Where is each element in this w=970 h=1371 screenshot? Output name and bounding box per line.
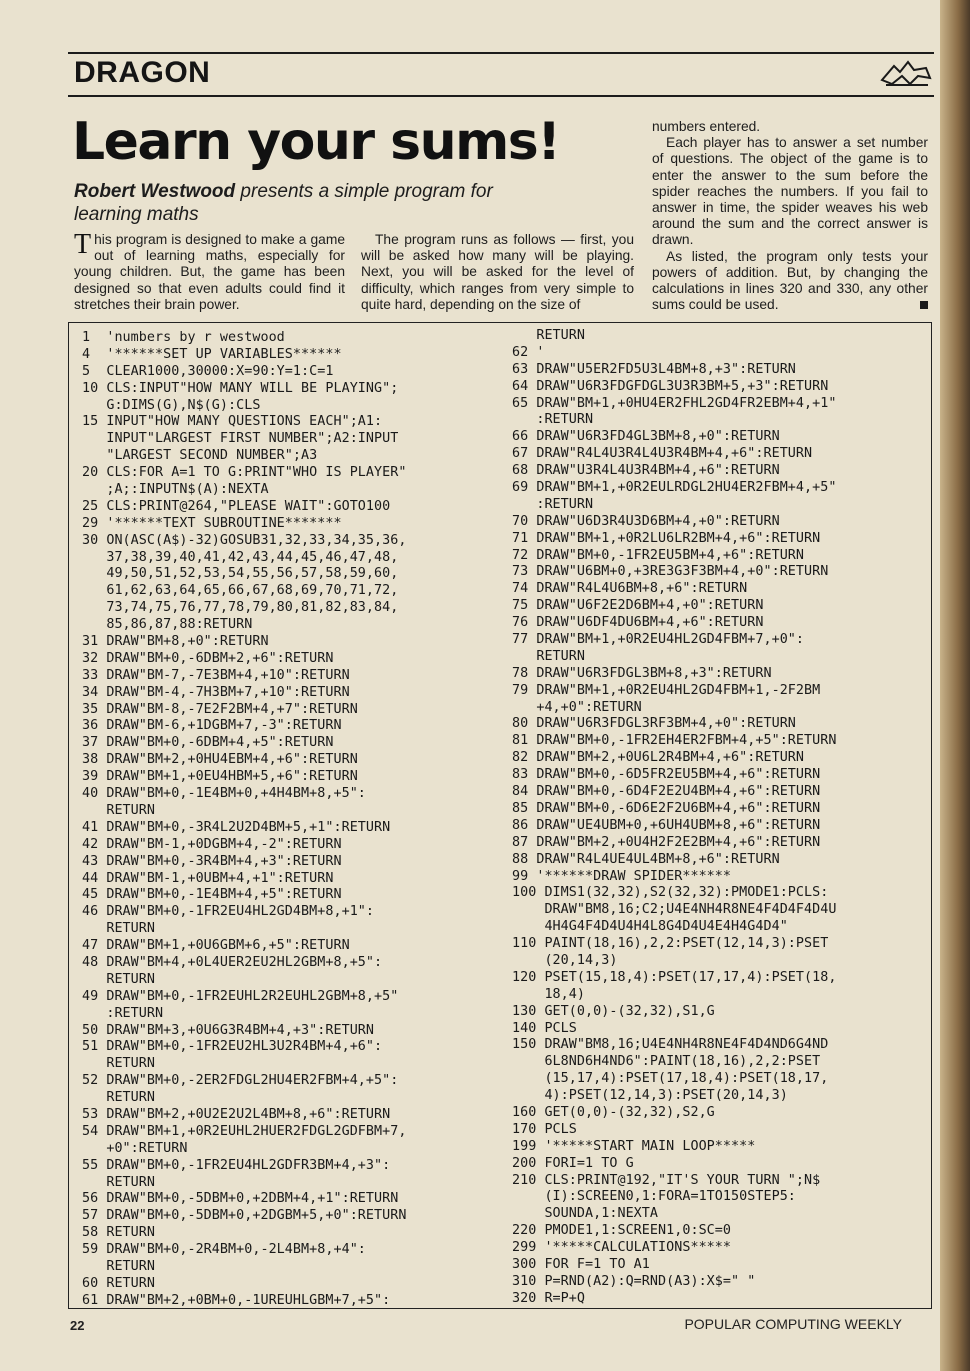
listing-line: 160 GET(0,0)-(32,32),S2,G xyxy=(512,1104,715,1120)
listing-line: 55 DRAW"BM+0,-1FR2EU4HL2GDFR3BM+4,+3": xyxy=(82,1157,391,1173)
listing-line: +4,+0":RETURN xyxy=(512,699,642,715)
listing-line: 68 DRAW"U3R4L4U3R4BM+4,+6":RETURN xyxy=(512,463,780,479)
listing-line: 62 ' xyxy=(512,344,545,360)
listing-line: 5 CLEAR1000,30000:X=90:Y=1:C=1 xyxy=(82,363,334,379)
section-title: DRAGON xyxy=(74,56,211,89)
listing-line: 64 DRAW"U6R3FDGFDGL3U3R3BM+5,+3":RETURN xyxy=(512,378,829,394)
listing-line: 49,50,51,52,53,54,55,56,57,58,59,60, xyxy=(82,566,399,582)
listing-line: 56 DRAW"BM+0,-5DBM+0,+2DBM+4,+1":RETURN xyxy=(82,1191,399,1207)
listing-line: 130 GET(0,0)-(32,32),S1,G xyxy=(512,1003,715,1019)
listing-line: 37,38,39,40,41,42,43,44,45,46,47,48, xyxy=(82,549,399,565)
listing-line: 83 DRAW"BM+0,-6D5FR2EU5BM+4,+6":RETURN xyxy=(512,767,821,783)
listing-line: 48 DRAW"BM+4,+0L4UER2EU2HL2GBM+8,+5": xyxy=(82,954,383,970)
listing-line: 81 DRAW"BM+0,-1FR2EH4ER2FBM+4,+5":RETURN xyxy=(512,733,837,749)
standfirst xyxy=(74,180,514,226)
standfirst-text: presents a simple program for learning maths xyxy=(74,181,493,225)
top-rule xyxy=(68,52,934,54)
listing-line: 47 DRAW"BM+1,+0U6GBM+6,+5":RETURN xyxy=(82,938,350,954)
listing-line: 82 DRAW"BM+2,+0U6L2R4BM+4,+6":RETURN xyxy=(512,750,805,766)
magazine-name: POPULAR COMPUTING WEEKLY xyxy=(684,1316,902,1332)
listing-line: 87 DRAW"BM+2,+0U4H2F2E2BM+4,+6":RETURN xyxy=(512,834,821,850)
listing-line: 36 DRAW"BM-6,+1DGBM+7,-3":RETURN xyxy=(82,718,342,734)
listing-line: +0":RETURN xyxy=(82,1140,188,1156)
listing-line: 39 DRAW"BM+1,+0EU4HBM+5,+6":RETURN xyxy=(82,769,358,785)
listing-line: 59 DRAW"BM+0,-2R4BM+0,-2L4BM+8,+4": xyxy=(82,1242,366,1258)
listing-line: 4H4G4F4D4U4H4L8G4D4U4E4H4G4D4" xyxy=(512,919,788,935)
listing-line: 78 DRAW"U6R3FDGL3BM+8,+3":RETURN xyxy=(512,665,772,681)
listing-line: 18,4) xyxy=(512,986,586,1002)
col2-text: The program runs as follows — first, you will be asked how many will be playing. Next, you will be asked for the level of difficulty, which ranges from very simple to quite hard, depending on the size of xyxy=(361,232,634,312)
listing-line: 40 DRAW"BM+0,-1E4BM+0,+4H4BM+8,+5": xyxy=(82,786,366,802)
end-mark-icon xyxy=(920,301,928,309)
listing-line: 86 DRAW"UE4UBM+0,+6UH4UBM+8,+6":RETURN xyxy=(512,817,821,833)
listing-line: 76 DRAW"U6DF4DU6BM+4,+6":RETURN xyxy=(512,615,764,631)
listing-line: RETURN xyxy=(512,328,586,343)
listing-line: 52 DRAW"BM+0,-2ER2FDGL2HU4ER2FBM+4,+5": xyxy=(82,1073,399,1089)
listing-line: 77 DRAW"BM+1,+0R2EU4HL2GD4FBM+7,+0": xyxy=(512,632,805,648)
listing-line: 199 '*****START MAIN LOOP***** xyxy=(512,1138,756,1154)
listing-line: :RETURN xyxy=(82,1005,164,1021)
listing-column-left xyxy=(82,330,406,1310)
listing-line: 34 DRAW"BM-4,-7H3BM+7,+10":RETURN xyxy=(82,684,350,700)
listing-line: 100 DIMS1(32,32),S2(32,32):PMODE1:PCLS: xyxy=(512,885,829,901)
listing-line: 42 DRAW"BM-1,+0DGBM+4,-2":RETURN xyxy=(82,836,342,852)
listing-line: 46 DRAW"BM+0,-1FR2EU4HL2GD4BM+8,+1": xyxy=(82,904,375,920)
listing-line: RETURN xyxy=(82,921,156,937)
binding-spine xyxy=(940,0,970,1371)
listing-line: 49 DRAW"BM+0,-1FR2EUHL2R2EUHL2GBM+8,+5" xyxy=(82,988,399,1004)
body-column-2 xyxy=(361,232,634,313)
listing-line: :RETURN xyxy=(512,496,594,512)
listing-line: 30 ON(ASC(A$)-32)GOSUB31,32,33,34,35,36, xyxy=(82,532,407,548)
listing-line: 210 CLS:PRINT@192,"IT'S YOUR TURN ";N$ xyxy=(512,1172,821,1188)
listing-line: 88 DRAW"R4L4UE4UL4BM+8,+6":RETURN xyxy=(512,851,780,867)
listing-line: 99 '******DRAW SPIDER****** xyxy=(512,868,732,884)
listing-line: 57 DRAW"BM+0,-5DBM+0,+2DGBM+5,+0":RETURN xyxy=(82,1208,407,1224)
listing-line: 37 DRAW"BM+0,-6DBM+4,+5":RETURN xyxy=(82,735,334,751)
article-title: Learn your sums! xyxy=(72,112,560,172)
col3-para-3: As listed, the program only tests your powers of addition. But, by changing the calculations in lines 320 and 330, any other sums could be used. xyxy=(652,248,928,313)
listing-line: 110 PAINT(18,16),2,2:PSET(12,14,3):PSET xyxy=(512,936,829,952)
listing-line: :RETURN xyxy=(512,412,594,428)
listing-line: 1 'numbers by r westwood xyxy=(82,330,285,345)
listing-line: 220 PMODE1,1:SCREEN1,0:SC=0 xyxy=(512,1223,732,1239)
listing-line: 4):PSET(12,14,3):PSET(20,14,3) xyxy=(512,1088,788,1104)
listing-column-right xyxy=(512,328,836,1308)
listing-line: 44 DRAW"BM-1,+0UBM+4,+1":RETURN xyxy=(82,870,334,886)
listing-line: 29 '******TEXT SUBROUTINE******* xyxy=(82,515,342,531)
listing-line: RETURN xyxy=(82,1258,156,1274)
listing-line: 300 FOR F=1 TO A1 xyxy=(512,1256,650,1272)
listing-line: ;A;:INPUTN$(A):NEXTA xyxy=(82,482,269,498)
listing-line: INPUT"LARGEST FIRST NUMBER";A2:INPUT xyxy=(82,431,399,447)
page-number: 22 xyxy=(70,1318,85,1333)
listing-line: 25 CLS:PRINT@264,"PLEASE WAIT":GOTO100 xyxy=(82,498,391,514)
listing-line: 45 DRAW"BM+0,-1E4BM+4,+5":RETURN xyxy=(82,887,342,903)
listing-line: 33 DRAW"BM-7,-7E3BM+4,+10":RETURN xyxy=(82,667,350,683)
listing-line: 85 DRAW"BM+0,-6D6E2F2U6BM+4,+6":RETURN xyxy=(512,800,821,816)
listing-line: 320 R=P+Q xyxy=(512,1290,586,1306)
listing-line: 65 DRAW"BM+1,+0HU4ER2FHL2GD4FR2EBM+4,+1" xyxy=(512,395,837,411)
listing-line: RETURN xyxy=(82,1174,156,1190)
listing-line: G:DIMS(G),N$(G):CLS xyxy=(82,397,261,413)
body-column-1 xyxy=(74,229,345,313)
header-rule xyxy=(68,95,934,97)
listing-line: 84 DRAW"BM+0,-6D4F2E2U4BM+4,+6":RETURN xyxy=(512,784,821,800)
listing-line: 140 PCLS xyxy=(512,1020,577,1036)
listing-line: 51 DRAW"BM+0,-1FR2EU2HL3U2R4BM+4,+6": xyxy=(82,1039,383,1055)
listing-line: RETURN xyxy=(82,1090,156,1106)
listing-line: 80 DRAW"U6R3FDGL3RF3BM+4,+0":RETURN xyxy=(512,716,796,732)
listing-line: RETURN xyxy=(82,1056,156,1072)
listing-line: 6L8ND6H4ND6":PAINT(18,16),2,2:PSET xyxy=(512,1054,821,1070)
listing-line: RETURN xyxy=(512,648,586,664)
listing-line: 72 DRAW"BM+0,-1FR2EU5BM+4,+6":RETURN xyxy=(512,547,805,563)
listing-line: 53 DRAW"BM+2,+0U2E2U2L4BM+8,+6":RETURN xyxy=(82,1106,391,1122)
col3-para-1: numbers entered. xyxy=(652,119,761,134)
listing-line: 67 DRAW"R4L4U3R4L4U3R4BM+4,+6":RETURN xyxy=(512,446,813,462)
listing-line: DRAW"BM8,16;C2;U4E4NH4R8NE4F4D4F4D4U xyxy=(512,902,837,918)
listing-line: 66 DRAW"U6R3FD4GL3BM+8,+0":RETURN xyxy=(512,429,780,445)
body-column-3 xyxy=(652,119,928,313)
listing-line: 41 DRAW"BM+0,-3R4L2U2D4BM+5,+1":RETURN xyxy=(82,819,391,835)
col3-para-2: Each player has to answer a set number of questions. The object of the game is to enter the answer to the sum before the spider reaches the numbers. If you fail to answer in time, the spider weaves his web around the sum and the correct answer is drawn. xyxy=(652,135,928,248)
listing-line: RETURN xyxy=(82,971,156,987)
listing-line: 58 RETURN xyxy=(82,1225,156,1241)
col1-text: his program is designed to make a game out of learning maths, especially for young children. But, the game has been designed so that even adults could find it stretches their brain power. xyxy=(74,232,345,312)
listing-line: (20,14,3) xyxy=(512,952,618,968)
listing-line: (15,17,4):PSET(17,18,4):PSET(18,17, xyxy=(512,1071,829,1087)
listing-line: 61,62,63,64,65,66,67,68,69,70,71,72, xyxy=(82,583,399,599)
listing-line: 15 INPUT"HOW MANY QUESTIONS EACH";A1: xyxy=(82,414,383,430)
listing-line: 70 DRAW"U6D3R4U3D6BM+4,+0":RETURN xyxy=(512,513,780,529)
listing-line: 54 DRAW"BM+1,+0R2EUHL2HUER2FDGL2GDFBM+7, xyxy=(82,1123,407,1139)
listing-line: 32 DRAW"BM+0,-6DBM+2,+6":RETURN xyxy=(82,650,334,666)
listing-line: 50 DRAW"BM+3,+0U6G3R4BM+4,+3":RETURN xyxy=(82,1022,375,1038)
listing-line: 38 DRAW"BM+2,+0HU4EBM+4,+6":RETURN xyxy=(82,752,358,768)
listing-line: 20 CLS:FOR A=1 TO G:PRINT"WHO IS PLAYER" xyxy=(82,465,407,481)
listing-line: 35 DRAW"BM-8,-7E2F2BM+4,+7":RETURN xyxy=(82,701,358,717)
listing-line: 71 DRAW"BM+1,+0R2LU6LR2BM+4,+6":RETURN xyxy=(512,530,821,546)
listing-line: (I):SCREEN0,1:FORA=1TO150STEP5: xyxy=(512,1189,796,1205)
listing-line: 74 DRAW"R4L4U6BM+8,+6":RETURN xyxy=(512,581,748,597)
listing-line: 170 PCLS xyxy=(512,1121,577,1137)
dragon-logo-icon xyxy=(880,58,932,88)
listing-line: 73 DRAW"U6BM+0,+3RE3G3F3BM+4,+0":RETURN xyxy=(512,564,829,580)
drop-cap: T xyxy=(74,229,92,260)
author-name: Robert Westwood xyxy=(74,181,236,202)
listing-line: 200 FORI=1 TO G xyxy=(512,1155,634,1171)
listing-line: 63 DRAW"U5ER2FD5U3L4BM+8,+3":RETURN xyxy=(512,361,796,377)
listing-line: 60 RETURN xyxy=(82,1275,156,1291)
listing-line: 85,86,87,88:RETURN xyxy=(82,617,253,633)
listing-line: 75 DRAW"U6F2E2D6BM+4,+0":RETURN xyxy=(512,598,764,614)
listing-line: "LARGEST SECOND NUMBER";A3 xyxy=(82,448,318,464)
listing-line: 299 '*****CALCULATIONS***** xyxy=(512,1240,732,1256)
listing-line: 73,74,75,76,77,78,79,80,81,82,83,84, xyxy=(82,600,399,616)
listing-line: 120 PSET(15,18,4):PSET(17,17,4):PSET(18, xyxy=(512,969,837,985)
listing-line: 79 DRAW"BM+1,+0R2EU4HL2GD4FBM+1,-2F2BM xyxy=(512,682,821,698)
listing-line: 31 DRAW"BM+8,+0":RETURN xyxy=(82,634,269,650)
listing-line: 4 '******SET UP VARIABLES****** xyxy=(82,346,342,362)
listing-line: 43 DRAW"BM+0,-3R4BM+4,+3":RETURN xyxy=(82,853,342,869)
listing-line: 69 DRAW"BM+1,+0R2EULRDGL2HU4ER2FBM+4,+5" xyxy=(512,480,837,496)
listing-line: 150 DRAW"BM8,16;U4E4NH4R8NE4F4D4ND6G4ND xyxy=(512,1037,829,1053)
listing-line: SOUNDA,1:NEXTA xyxy=(512,1206,659,1222)
listing-line: 10 CLS:INPUT"HOW MANY WILL BE PLAYING"; xyxy=(82,380,399,396)
listing-line: 61 DRAW"BM+2,+0BM+0,-1UREUHLGBM+7,+5": xyxy=(82,1292,391,1308)
listing-line: RETURN xyxy=(82,802,156,818)
listing-line: 310 P=RND(A2):Q=RND(A3):X$=" " xyxy=(512,1273,756,1289)
